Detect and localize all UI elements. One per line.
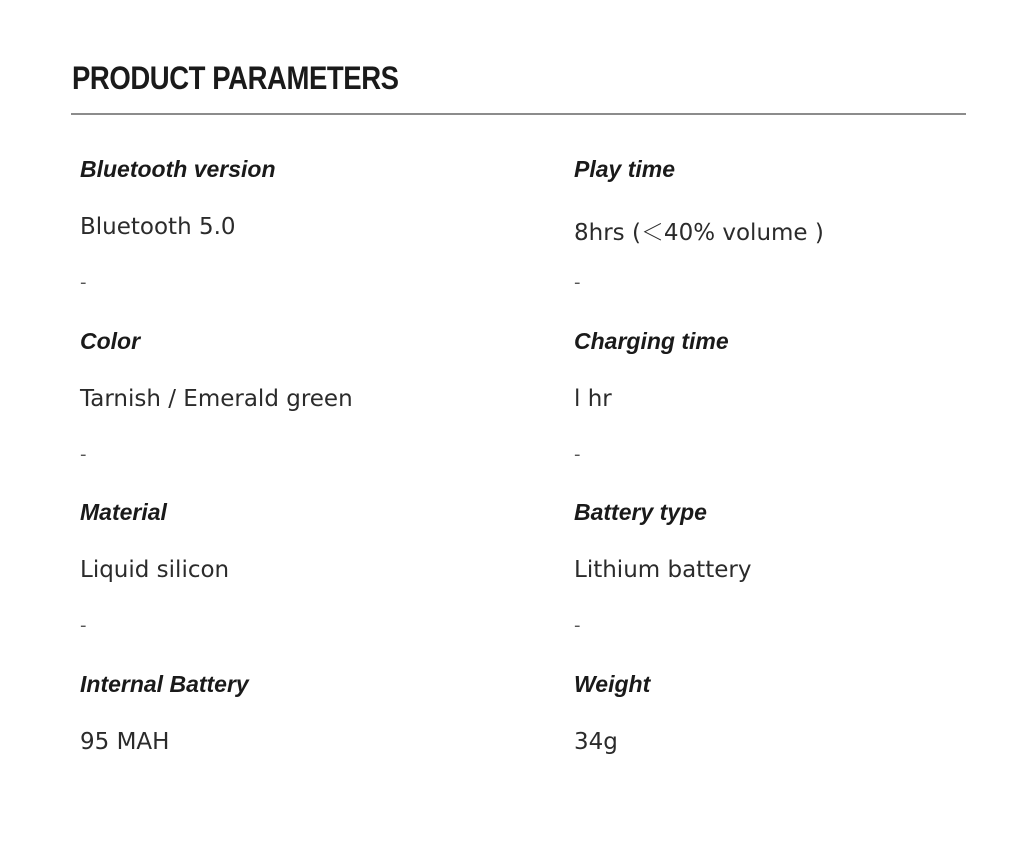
param-separator: - (80, 272, 87, 293)
param-value: 8hrs (＜40% volume ) (574, 220, 824, 246)
param-weight (574, 665, 994, 837)
param-value: Liquid silicon (80, 557, 230, 583)
param-label: Weight (574, 670, 651, 697)
param-value: Tarnish / Emerald green (80, 385, 353, 412)
param-value: Bluetooth 5.0 (80, 214, 236, 240)
param-battery-type (574, 493, 994, 665)
param-label: Material (80, 499, 167, 525)
param-play-time (574, 150, 994, 322)
parameters-right-column (574, 150, 994, 836)
param-value: l hr (574, 385, 612, 412)
param-separator: - (574, 272, 581, 293)
param-separator: - (80, 443, 87, 465)
param-bluetooth-version (80, 150, 500, 322)
param-label: Internal Battery (80, 670, 249, 697)
param-color (80, 322, 500, 494)
param-value: 34g (574, 728, 618, 755)
param-value: 95 MAH (80, 728, 170, 755)
param-charging-time (574, 322, 994, 494)
param-separator: - (574, 443, 581, 465)
page-title: PRODUCT PARAMETERS (72, 60, 399, 96)
param-separator: - (574, 615, 581, 636)
title-divider (71, 113, 966, 115)
param-label: Play time (574, 156, 675, 182)
param-value: Lithium battery (574, 557, 752, 583)
param-label: Bluetooth version (80, 156, 276, 182)
param-separator: - (80, 615, 87, 636)
param-material (80, 493, 500, 665)
param-label: Charging time (574, 327, 729, 354)
parameters-left-column (80, 150, 500, 836)
param-label: Battery type (574, 499, 707, 525)
param-internal-battery (80, 665, 500, 837)
param-label: Color (80, 327, 141, 354)
